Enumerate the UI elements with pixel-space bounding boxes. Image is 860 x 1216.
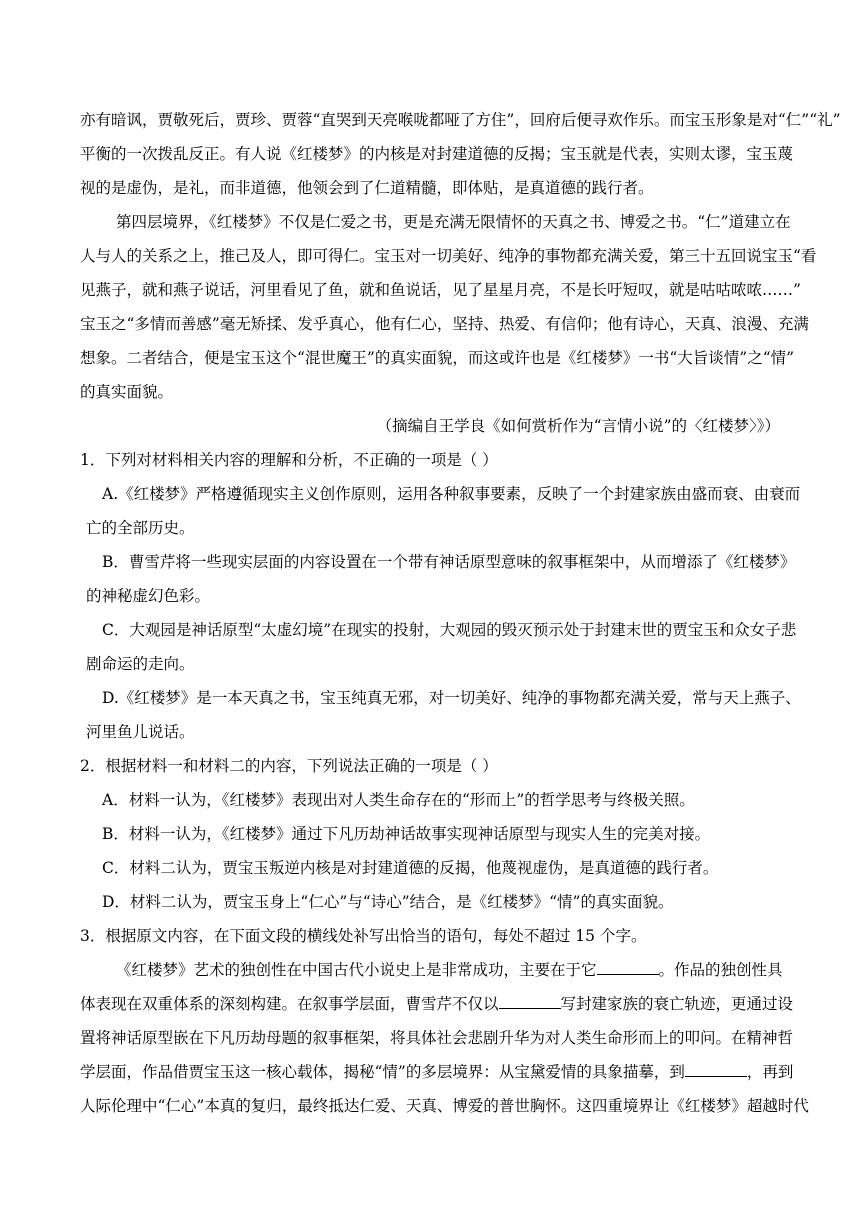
q2-option-b: B．材料一认为，《红楼梦》通过下凡历劫神话故事实现神话原型与现实人生的完美对接。 [102,825,711,843]
answer-blank-2[interactable] [499,994,561,1009]
q1-option-b-cont: 的神秘虚幻色彩。 [86,587,211,605]
q3-text: 《红楼梦》艺术的独创性在中国古代小说史上是非常成功，主要在于它 [116,961,597,979]
answer-blank-1[interactable] [597,960,659,975]
paragraph-line: 见燕子，就和燕子说话，河里看见了鱼，就和鱼说话，见了星星月亮，不是长吁短叹，就是咕咕哝哝……” [80,281,801,299]
paragraph-line: 亦有暗讽，贾敬死后，贾珍、贾蓉“直哭到天亮喉咙都哑了方住”，回府后便寻欢作乐。而宝玉形象是对“仁”“礼” [80,111,841,129]
question-1-stem: 1．下列对材料相关内容的理解和分析，不正确的一项是（ ） [80,451,498,469]
q3-passage-line: 人际伦理中“仁心”本真的复归，最终抵达仁爱、天真、博爱的普世胸怀。这四重境界让《红楼梦》超越时代 [80,1097,809,1115]
q3-text: ，再到 [746,1063,794,1081]
q3-passage-line [116,960,783,980]
q1-option-c: C．大观园是神话原型“太虚幻境”在现实的投射，大观园的毁灭预示处于封建末世的贾宝玉和众女子悲 [102,621,797,639]
question-3-stem: 3．根据原文内容，在下面文段的横线处补写出恰当的语句，每处不超过 15 个字。 [80,927,647,945]
q3-text: 。作品的独创性具 [658,961,783,979]
q3-passage-line [80,1062,794,1082]
paragraph-line: 的真实面貌。 [80,383,174,401]
q3-text: 写封建家族的衰亡轨迹，更通过设 [560,995,794,1013]
paragraph-line: 宝玉之“多情而善感”毫无矫揉、发乎真心，他有仁心，坚持、热爱、有信仰；他有诗心，天真、浪漫、充满 [80,315,809,333]
paragraph-line: 平衡的一次拨乱反正。有人说《红楼梦》的内核是对封建道德的反揭；宝玉就是代表，实则太谬，宝玉蔑 [80,145,794,163]
paragraph-line: 第四层境界，《红楼梦》不仅是仁爱之书，更是充满无限情怀的天真之书、博爱之书。“仁”道建立在 [116,213,791,231]
q1-option-d: D.《红楼梦》是一本天真之书，宝玉纯真无邪，对一切美好、纯净的事物都充满关爱，常与天上燕子、 [102,689,801,707]
q1-option-c-cont: 剧命运的走向。 [86,655,195,673]
q3-passage-line: 置将神话原型嵌在下凡历劫母题的叙事框架，将具体社会悲剧升华为对人类生命形而上的叩问。在精神哲 [80,1029,794,1047]
answer-blank-3[interactable] [685,1062,747,1077]
q1-option-a: A.《红楼梦》严格遵循现实主义创作原则，运用各种叙事要素，反映了一个封建家族由盛而衰、由衰而 [102,485,801,503]
q3-text: 体表现在双重体系的深刻构建。在叙事学层面，曹雪芹不仅以 [80,995,499,1013]
q3-text: 学层面，作品借贾宝玉这一核心载体，揭秘“情”的多层境界：从宝黛爱情的具象描摹，到 [80,1063,685,1081]
paragraph-line: 想象。二者结合，便是宝玉这个“混世魔王”的真实面貌，而这或许也是《红楼梦》一书“大旨谈情”之“情” [80,349,795,367]
q1-option-d-cont: 河里鱼儿说话。 [86,723,195,741]
q1-option-b: B．曹雪芹将一些现实层面的内容设置在一个带有神话原型意味的叙事框架中，从而增添了《红楼梦》 [102,553,796,571]
question-2-stem: 2．根据材料一和材料二的内容，下列说法正确的一项是（ ） [80,757,498,775]
paragraph-line: 人与人的关系之上，推己及人，即可得仁。宝玉对一切美好、纯净的事物都充满关爱，第三十五回说宝玉“看 [80,247,817,265]
source-citation: （摘编自王学良《如何赏析作为“言情小说”的〈红楼梦〉》） [376,417,780,435]
q3-passage-line [80,994,794,1014]
q2-option-d: D．材料二认为，贾宝玉身上“仁心”与“诗心”结合，是《红楼梦》“情”的真实面貌。 [102,893,674,911]
q1-option-a-cont: 亡的全部历史。 [86,519,195,537]
paragraph-line: 视的是虚伪，是礼，而非道德，他领会到了仁道精髓，即体贴，是真道德的践行者。 [80,179,654,197]
q2-option-c: C．材料二认为，贾宝玉叛逆内核是对封建道德的反揭，他蔑视虚伪，是真道德的践行者。 [102,859,719,877]
q2-option-a: A．材料一认为，《红楼梦》表现出对人类生命存在的“形而上”的哲学思考与终极关照。 [102,791,695,809]
